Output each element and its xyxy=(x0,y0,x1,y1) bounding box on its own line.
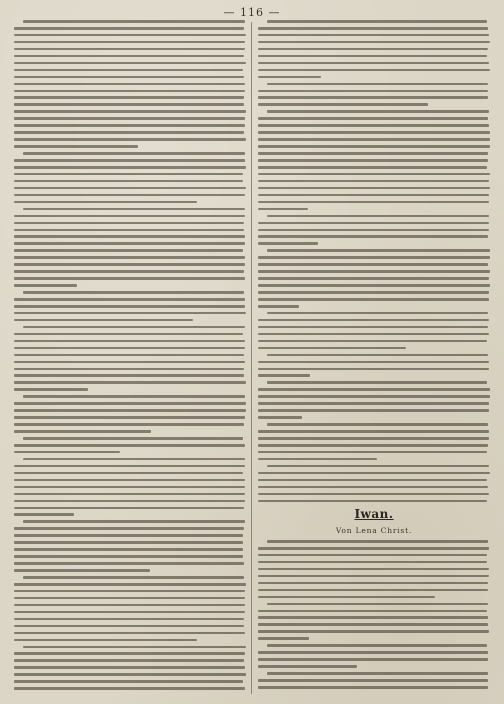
column-divider xyxy=(251,22,252,694)
text-line xyxy=(258,48,488,51)
text-line xyxy=(14,500,245,503)
text-line xyxy=(258,291,489,294)
text-line xyxy=(258,623,488,626)
text-line xyxy=(14,69,243,72)
text-line xyxy=(258,235,488,238)
text-line xyxy=(258,479,487,482)
text-line xyxy=(14,381,246,384)
text-line xyxy=(14,159,245,162)
text-line xyxy=(258,610,487,613)
text-line xyxy=(258,194,489,197)
text-line xyxy=(258,187,490,190)
text-line xyxy=(14,55,244,58)
text-line xyxy=(258,451,487,454)
text-line xyxy=(14,319,193,322)
text-line xyxy=(14,187,246,190)
text-line xyxy=(14,632,245,635)
text-line xyxy=(14,590,245,593)
text-line xyxy=(258,305,299,308)
text-line xyxy=(258,145,490,148)
text-line xyxy=(14,76,244,79)
text-line xyxy=(14,604,245,607)
text-line xyxy=(14,333,243,336)
text-line xyxy=(258,242,318,245)
text-line xyxy=(258,208,308,211)
text-line xyxy=(258,409,489,412)
text-line xyxy=(14,402,246,405)
text-line xyxy=(258,554,487,557)
text-line xyxy=(258,637,309,640)
text-line xyxy=(267,672,488,675)
text-line xyxy=(258,27,488,30)
text-line xyxy=(14,354,244,357)
text-line xyxy=(14,138,246,141)
text-line xyxy=(258,62,489,65)
text-line xyxy=(258,103,428,106)
text-line xyxy=(258,547,489,550)
text-line xyxy=(14,652,245,655)
text-line xyxy=(258,568,489,571)
text-line xyxy=(258,395,490,398)
text-line xyxy=(14,409,246,412)
text-line xyxy=(258,124,489,127)
text-line xyxy=(14,27,244,30)
text-line xyxy=(267,381,487,384)
story-heading: Iwan. xyxy=(354,507,394,521)
text-line xyxy=(14,340,245,343)
text-line xyxy=(258,437,489,440)
text-line xyxy=(14,493,245,496)
text-line xyxy=(267,423,488,426)
text-line xyxy=(14,465,245,468)
text-line xyxy=(258,222,489,225)
text-line xyxy=(258,159,488,162)
text-line xyxy=(258,575,489,578)
text-line xyxy=(258,180,489,183)
text-line xyxy=(14,312,246,315)
text-line xyxy=(258,368,489,371)
text-line xyxy=(14,103,244,106)
text-line xyxy=(258,347,406,350)
text-line xyxy=(258,326,488,329)
text-line xyxy=(258,152,488,155)
text-line xyxy=(14,131,244,134)
text-line xyxy=(258,561,487,564)
text-line xyxy=(14,62,246,65)
text-line xyxy=(14,548,243,551)
text-line xyxy=(258,402,489,405)
text-line xyxy=(267,83,488,86)
text-line xyxy=(258,173,490,176)
text-line xyxy=(14,41,245,44)
text-line xyxy=(258,651,488,654)
text-line xyxy=(258,430,489,433)
text-line xyxy=(14,555,243,558)
text-line xyxy=(258,616,488,619)
text-line xyxy=(14,618,244,621)
text-line xyxy=(14,277,245,280)
text-line xyxy=(258,117,488,120)
text-line xyxy=(258,41,490,44)
text-line xyxy=(14,117,245,120)
text-line xyxy=(258,340,487,343)
text-line xyxy=(258,138,490,141)
text-line xyxy=(14,201,197,204)
text-line xyxy=(23,395,245,398)
text-line xyxy=(14,145,138,148)
text-line xyxy=(14,374,244,377)
text-line xyxy=(258,374,310,377)
text-line xyxy=(14,124,245,127)
text-line xyxy=(14,430,151,433)
story-author: Von Lena Christ. xyxy=(335,526,413,535)
text-line xyxy=(14,48,245,51)
text-line xyxy=(14,611,245,614)
text-line xyxy=(258,76,321,79)
text-line xyxy=(14,666,245,669)
text-line xyxy=(14,263,245,266)
text-line xyxy=(14,444,245,447)
text-line xyxy=(14,173,243,176)
text-line xyxy=(14,256,245,259)
text-line xyxy=(258,131,490,134)
text-line xyxy=(14,680,243,683)
text-line xyxy=(258,319,489,322)
text-line xyxy=(14,472,243,475)
text-line xyxy=(258,416,302,419)
text-line xyxy=(14,34,246,37)
text-line xyxy=(14,347,245,350)
page-number: — 116 — xyxy=(223,6,281,19)
text-line xyxy=(267,20,487,23)
text-line xyxy=(14,687,245,690)
text-line xyxy=(258,284,490,287)
text-line xyxy=(258,658,488,661)
text-line xyxy=(14,242,245,245)
text-line xyxy=(14,270,244,273)
text-line xyxy=(258,679,488,682)
text-line xyxy=(267,540,488,543)
text-line xyxy=(14,83,245,86)
text-line xyxy=(258,270,490,273)
text-line xyxy=(14,110,246,113)
text-line xyxy=(14,368,244,371)
text-line xyxy=(14,583,246,586)
text-line xyxy=(14,284,77,287)
text-line xyxy=(14,229,244,232)
text-line xyxy=(23,458,245,461)
text-line xyxy=(258,277,489,280)
text-line xyxy=(258,361,489,364)
text-line xyxy=(258,665,357,668)
text-line xyxy=(14,416,245,419)
text-line xyxy=(14,486,245,489)
text-line xyxy=(23,152,245,155)
text-line xyxy=(258,333,489,336)
text-line xyxy=(23,646,246,649)
text-line xyxy=(267,354,488,357)
text-line xyxy=(14,507,244,510)
text-line xyxy=(258,589,488,592)
text-line xyxy=(14,625,244,628)
text-line xyxy=(14,534,243,537)
text-line xyxy=(258,229,489,232)
text-line xyxy=(258,388,490,391)
text-line xyxy=(14,527,244,530)
text-line xyxy=(14,673,246,676)
text-line xyxy=(14,298,245,301)
text-line xyxy=(258,34,489,37)
text-line xyxy=(267,215,489,218)
text-line xyxy=(14,639,197,642)
text-line xyxy=(267,110,489,113)
text-line xyxy=(258,444,488,447)
text-line xyxy=(23,437,243,440)
text-line xyxy=(14,96,244,99)
text-line xyxy=(258,500,487,503)
text-line xyxy=(14,249,243,252)
text-line xyxy=(258,96,488,99)
text-line xyxy=(258,458,377,461)
text-line xyxy=(23,326,245,329)
text-line xyxy=(14,569,150,572)
text-line xyxy=(258,472,490,475)
text-line xyxy=(258,90,488,93)
text-line xyxy=(258,69,490,72)
text-line xyxy=(14,215,245,218)
text-line xyxy=(258,263,488,266)
text-line xyxy=(14,235,245,238)
text-line xyxy=(258,201,489,204)
text-line xyxy=(14,361,245,364)
text-line xyxy=(258,686,488,689)
text-line xyxy=(14,513,74,516)
text-line xyxy=(14,194,245,197)
text-line xyxy=(267,249,490,252)
text-line xyxy=(267,644,487,647)
text-line xyxy=(14,541,243,544)
text-line xyxy=(14,222,244,225)
text-line xyxy=(14,90,245,93)
text-line xyxy=(267,465,489,468)
text-line xyxy=(14,180,243,183)
text-line xyxy=(23,20,245,23)
text-line xyxy=(14,597,245,600)
text-line xyxy=(14,423,244,426)
text-line xyxy=(267,312,488,315)
text-line xyxy=(258,493,489,496)
text-line xyxy=(258,486,488,489)
text-line xyxy=(14,451,120,454)
text-line xyxy=(14,479,245,482)
text-line xyxy=(14,659,244,662)
text-line xyxy=(23,291,244,294)
text-line xyxy=(258,55,487,58)
text-line xyxy=(267,603,488,606)
text-line xyxy=(258,596,435,599)
text-line xyxy=(258,630,489,633)
text-line xyxy=(258,582,488,585)
text-line xyxy=(258,166,487,169)
text-line xyxy=(258,298,489,301)
text-line xyxy=(23,208,245,211)
text-line xyxy=(23,520,245,523)
text-line xyxy=(14,562,244,565)
text-line xyxy=(14,166,246,169)
text-line xyxy=(14,305,245,308)
text-line xyxy=(23,576,244,579)
text-line xyxy=(14,388,88,391)
text-line xyxy=(258,256,490,259)
